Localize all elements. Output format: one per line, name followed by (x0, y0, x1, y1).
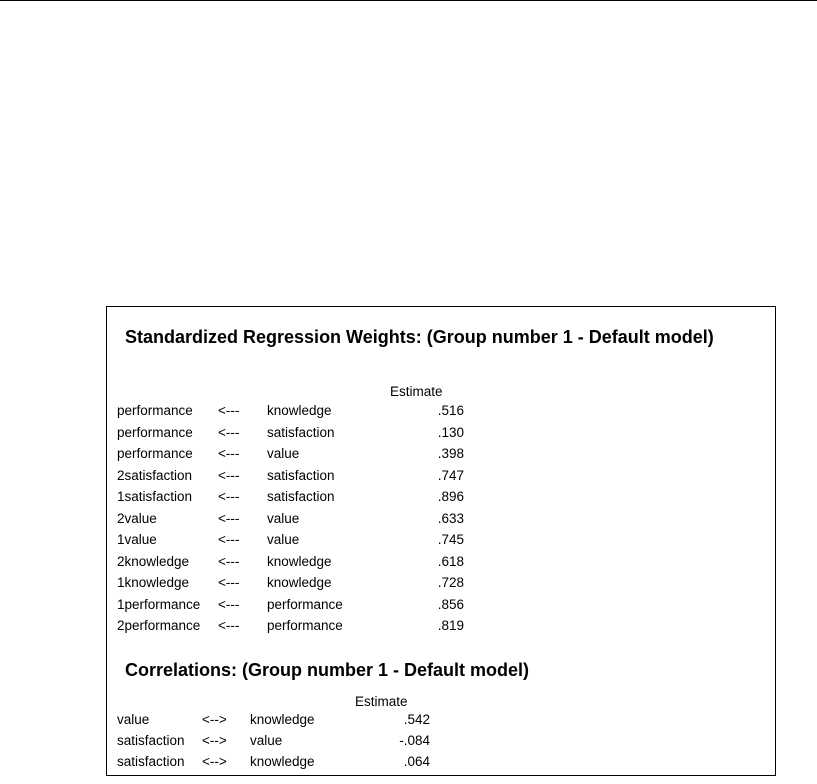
cell-rhs: knowledge (250, 754, 315, 769)
cell-arrow: <--- (218, 553, 240, 569)
cell-estimate: .633 (437, 510, 464, 526)
cell-estimate: .130 (437, 424, 464, 440)
cell-rhs: satisfaction (267, 424, 335, 440)
cell-rhs: value (267, 532, 300, 547)
cell-estimate: -.084 (399, 733, 430, 748)
correlations-title: Correlations: (Group number 1 - Default model) (125, 660, 530, 680)
cell-arrow: <--> (202, 712, 227, 727)
cell-arrow: <--- (218, 532, 240, 547)
cell-estimate: .728 (437, 575, 464, 590)
cell-arrow: <--- (218, 596, 240, 612)
cell-estimate: .398 (437, 446, 464, 461)
cell-rhs: value (267, 446, 300, 461)
cell-rhs: value (267, 510, 300, 526)
cell-arrow: <--- (218, 618, 240, 633)
cell-rhs: satisfaction (267, 467, 335, 483)
cell-lhs: 1value (117, 532, 157, 547)
cell-arrow: <--- (218, 467, 240, 483)
cell-arrow: <--> (202, 733, 227, 748)
cell-rhs: knowledge (267, 575, 332, 590)
cell-lhs: 1satisfaction (117, 489, 193, 504)
cell-lhs: 2performance (117, 618, 201, 633)
cell-arrow: <--> (202, 754, 227, 769)
cell-rhs: value (250, 733, 283, 748)
cell-lhs: 2knowledge (117, 553, 190, 569)
cell-estimate: .856 (437, 596, 464, 612)
cell-rhs: satisfaction (267, 489, 335, 504)
cell-estimate: .064 (403, 754, 430, 769)
cell-lhs: 1knowledge (117, 575, 190, 590)
cell-rhs: performance (267, 596, 343, 612)
top-rule (0, 0, 817, 1)
cell-rhs: knowledge (267, 553, 332, 569)
cell-arrow: <--- (218, 489, 240, 504)
cell-rhs: knowledge (250, 712, 315, 727)
cell-lhs: performance (117, 446, 193, 461)
cell-estimate: .747 (437, 467, 464, 483)
cell-rhs: knowledge (267, 403, 332, 418)
cell-estimate: .819 (437, 618, 464, 633)
cell-lhs: performance (117, 403, 193, 418)
cell-lhs: satisfaction (117, 754, 185, 769)
correlations-estimate-header: Estimate (355, 694, 408, 709)
cell-lhs: 2value (117, 510, 157, 526)
cell-estimate: .896 (437, 489, 464, 504)
cell-arrow: <--- (218, 424, 240, 440)
cell-estimate: .618 (437, 553, 464, 569)
amos-output-panel (106, 306, 776, 776)
cell-estimate: .542 (403, 712, 430, 727)
cell-estimate: .516 (437, 403, 464, 418)
cell-rhs: performance (267, 618, 343, 633)
cell-lhs: performance (117, 424, 193, 440)
cell-lhs: value (117, 712, 150, 727)
cell-estimate: .745 (437, 532, 464, 547)
regression-weights-title: Standardized Regression Weights: (Group number 1 - Default model) (125, 327, 714, 347)
cell-arrow: <--- (218, 403, 240, 418)
cell-lhs: satisfaction (117, 733, 185, 748)
regression-estimate-header: Estimate (390, 384, 443, 399)
cell-arrow: <--- (218, 446, 240, 461)
cell-lhs: 2satisfaction (117, 467, 193, 483)
cell-lhs: 1performance (117, 596, 201, 612)
cell-arrow: <--- (218, 575, 240, 590)
cell-arrow: <--- (218, 510, 240, 526)
